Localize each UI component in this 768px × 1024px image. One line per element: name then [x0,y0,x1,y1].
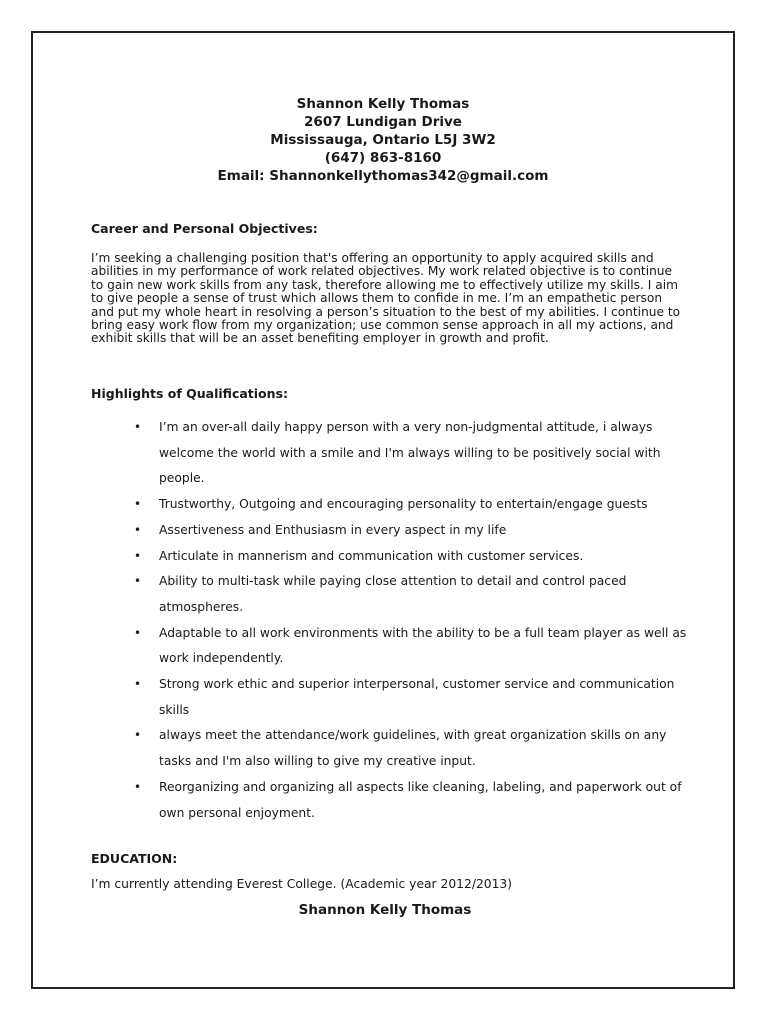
qualification-text: I’m an over-all daily happy person with a very non-judgmental attitude, i always welcome the world with a smile and I'm always willing to be positively social with people. [159,420,661,486]
list-item [131,775,691,826]
qualification-text: Trustworthy, Outgoing and encouraging personality to entertain/engage guests [159,497,648,512]
bullet-icon: • [134,779,142,794]
bullet-icon: • [134,728,142,743]
city-address: Mississauga, Ontario L5J 3W2 [270,132,496,148]
bullet-icon: • [134,677,142,692]
bullet-icon: • [134,574,142,589]
qualification-text: Strong work ethic and superior interpersonal, customer service and communication skills [159,677,675,717]
qualifications-list [131,415,691,826]
street-address: 2607 Lundigan Drive [304,114,462,130]
resume-page [31,31,735,989]
email-address: Email: Shannonkellythomas342@gmail.com [217,168,549,184]
objectives-heading: Career and Personal Objectives: [91,221,318,236]
applicant-name: Shannon Kelly Thomas [296,96,470,112]
objectives-paragraph: I’m seeking a challenging position that's offering an opportunity to apply acquired skills and abilities in my performance of work related objectives. My work related objective is to continue to gain new work skills from any task, therefore allowing me to effectively utilize my skills. I aim to give people a sense of trust which allows them to confide in me. I’m an empathetic person and put my whole heart in resolving a person’s situation to the best of my abilities. I continue to bring easy work flow from my organization; use common sense approach in all my actions, and exhibit skills that will be an asset benefiting employer in growth and profit. [91,251,681,346]
contact-header [33,95,733,185]
list-item [131,544,691,570]
qualification-text: Reorganizing and organizing all aspects like cleaning, labeling, and paperwork out of own personal enjoyment. [159,779,682,820]
list-item [131,518,691,544]
list-item [131,672,691,723]
qualification-text: always meet the attendance/work guidelines, with great organization skills on any tasks and I'm also willing to give my creative input. [159,728,667,769]
list-item [131,492,691,518]
signature-name: Shannon Kelly Thomas [298,902,472,918]
phone-number: (647) 863-8160 [324,150,442,166]
education-heading: EDUCATION: [91,851,178,866]
qualification-text: Assertiveness and Enthusiasm in every aspect in my life [159,522,507,537]
bullet-icon: • [134,522,142,537]
qualifications-heading: Highlights of Qualifications: [91,386,288,401]
bullet-icon: • [134,497,142,512]
list-item [131,569,691,620]
bullet-icon: • [134,420,142,434]
education-text: I’m currently attending Everest College. (Academic year 2012/2013) [91,877,513,891]
list-item [131,415,691,492]
list-item [131,621,691,672]
bullet-icon: • [134,548,142,563]
qualification-text: Ability to multi-task while paying close attention to detail and control paced atmospheres. [159,574,627,614]
bullet-icon: • [134,625,142,640]
qualification-text: Articulate in mannerism and communication with customer services. [159,548,584,563]
qualification-text: Adaptable to all work environments with the ability to be a full team player as well as work independently. [159,625,687,666]
list-item [131,723,691,774]
